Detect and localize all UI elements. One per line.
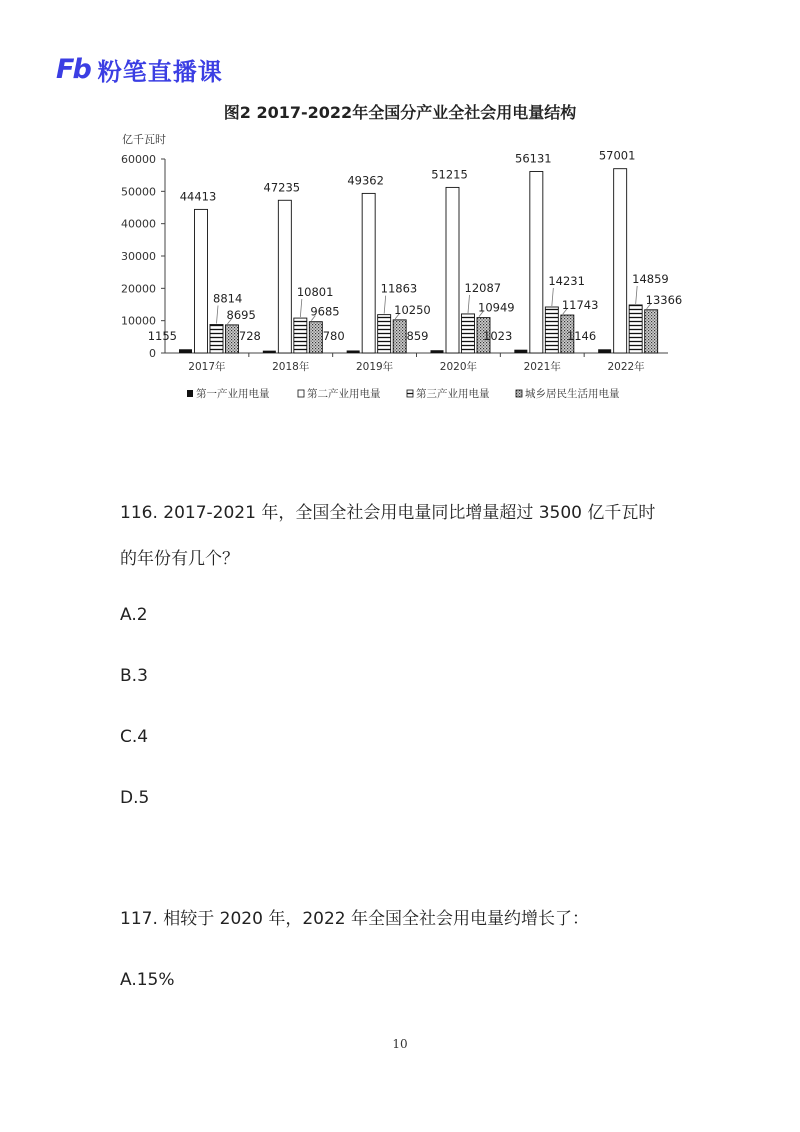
secondary-industry-bar <box>614 169 627 353</box>
tertiary-label-leader <box>300 299 302 317</box>
bar-data-label: 57001 <box>598 148 636 163</box>
bar-data-label: 49362 <box>347 173 384 188</box>
primary-industry-bar <box>263 351 276 353</box>
bar-data-label: 1155 <box>147 329 177 343</box>
bar-data-label: 1023 <box>483 329 513 343</box>
y-tick-label: 0 <box>149 347 156 360</box>
legend-swatch <box>298 390 304 397</box>
y-axis-label: 亿千瓦时 <box>122 133 166 146</box>
bar-data-label: 9685 <box>310 304 340 319</box>
brand-name: 粉笔直播课 <box>97 58 223 86</box>
tertiary-industry-bar <box>210 325 223 353</box>
y-tick-label: 50000 <box>121 185 156 199</box>
bar-data-label: 8695 <box>226 307 256 322</box>
bar-data-label: 728 <box>238 329 261 343</box>
tertiary-industry-bar <box>545 307 558 353</box>
chart-title: 图2 2017-2022年全国分产业全社会用电量结构 <box>223 103 577 122</box>
bar-data-label: 10801 <box>296 285 334 300</box>
primary-industry-bar <box>179 349 192 353</box>
fb-logo-icon: Fb <box>56 54 90 85</box>
x-tick-label: 2021年 <box>523 361 561 373</box>
secondary-industry-bar <box>446 187 459 353</box>
x-tick-label: 2018年 <box>272 361 310 373</box>
y-tick-label: 10000 <box>121 314 156 328</box>
question-116-option-b[interactable]: B.3 <box>120 666 148 686</box>
bar-data-label: 8814 <box>213 291 243 306</box>
tertiary-label-leader <box>636 286 638 304</box>
bar-data-label: 14859 <box>632 271 669 286</box>
legend-label: 第二产业用电量 <box>307 388 381 400</box>
bar-data-label: 12087 <box>464 280 502 295</box>
bar-data-label: 10949 <box>478 300 515 315</box>
residential-bar <box>226 325 239 353</box>
primary-industry-bar <box>514 350 527 353</box>
primary-industry-bar <box>431 350 444 353</box>
residential-bar <box>393 320 406 353</box>
y-tick-label: 60000 <box>121 153 156 166</box>
question-116-option-a[interactable]: A.2 <box>120 605 148 625</box>
legend-label: 城乡居民生活用电量 <box>525 388 620 400</box>
y-tick-label: 30000 <box>121 250 156 263</box>
legend-label: 第一产业用电量 <box>196 388 270 400</box>
question-116-option-d[interactable]: D.5 <box>120 788 150 808</box>
question-116-stem-line2: 的年份有几个？ <box>120 549 239 569</box>
residential-bar <box>645 310 658 353</box>
question-116-option-c[interactable]: C.4 <box>120 727 149 747</box>
bar-data-label: 859 <box>406 329 429 343</box>
secondary-industry-bar <box>362 193 375 353</box>
page-number: 10 <box>392 1037 408 1051</box>
bar-chart-svg <box>0 0 800 420</box>
tertiary-label-leader <box>468 295 470 313</box>
tertiary-industry-bar <box>462 314 475 353</box>
bar-data-label: 11743 <box>561 298 599 313</box>
secondary-industry-bar <box>195 209 208 353</box>
secondary-industry-bar <box>530 172 543 353</box>
bar-data-label: 780 <box>322 329 345 343</box>
electricity-chart <box>0 0 800 420</box>
bar-data-label: 13366 <box>645 292 683 307</box>
legend-swatch <box>187 390 193 397</box>
primary-industry-bar <box>598 349 611 353</box>
bar-data-label: 56131 <box>515 151 552 166</box>
x-tick-label: 2020年 <box>439 361 478 373</box>
legend-swatch <box>516 390 522 397</box>
x-tick-label: 2019年 <box>355 361 394 373</box>
y-tick-label: 40000 <box>121 217 156 231</box>
bar-data-label: 11863 <box>380 281 418 296</box>
bar-data-label: 51215 <box>431 167 468 182</box>
question-116-stem-line1: 116. 2017-2021 年，全国全社会用电量同比增量超过 3500 亿千瓦时 <box>120 503 656 523</box>
x-tick-label: 2017年 <box>188 361 226 373</box>
tertiary-industry-bar <box>294 318 307 353</box>
bar-data-label: 10250 <box>394 302 431 317</box>
question-117-stem: 117. 相较于 2020 年，2022 年全国全社会用电量约增长了： <box>120 909 589 929</box>
tertiary-label-leader <box>217 306 219 324</box>
x-tick-label: 2022年 <box>607 361 645 373</box>
tertiary-label-leader <box>384 296 386 314</box>
tertiary-label-leader <box>552 288 554 306</box>
legend-swatch <box>407 390 413 397</box>
bar-data-label: 14231 <box>548 273 585 288</box>
question-117-option-a[interactable]: A.15% <box>120 970 175 990</box>
tertiary-industry-bar <box>629 305 642 353</box>
bar-data-label: 47235 <box>263 180 301 195</box>
residential-bar <box>309 322 322 353</box>
tertiary-industry-bar <box>378 315 391 353</box>
legend-label: 第三产业用电量 <box>416 388 490 400</box>
bar-data-label: 1146 <box>566 329 597 343</box>
bar-data-label: 44413 <box>179 189 217 204</box>
secondary-industry-bar <box>278 200 291 353</box>
primary-industry-bar <box>347 350 360 353</box>
y-tick-label: 20000 <box>121 282 156 296</box>
